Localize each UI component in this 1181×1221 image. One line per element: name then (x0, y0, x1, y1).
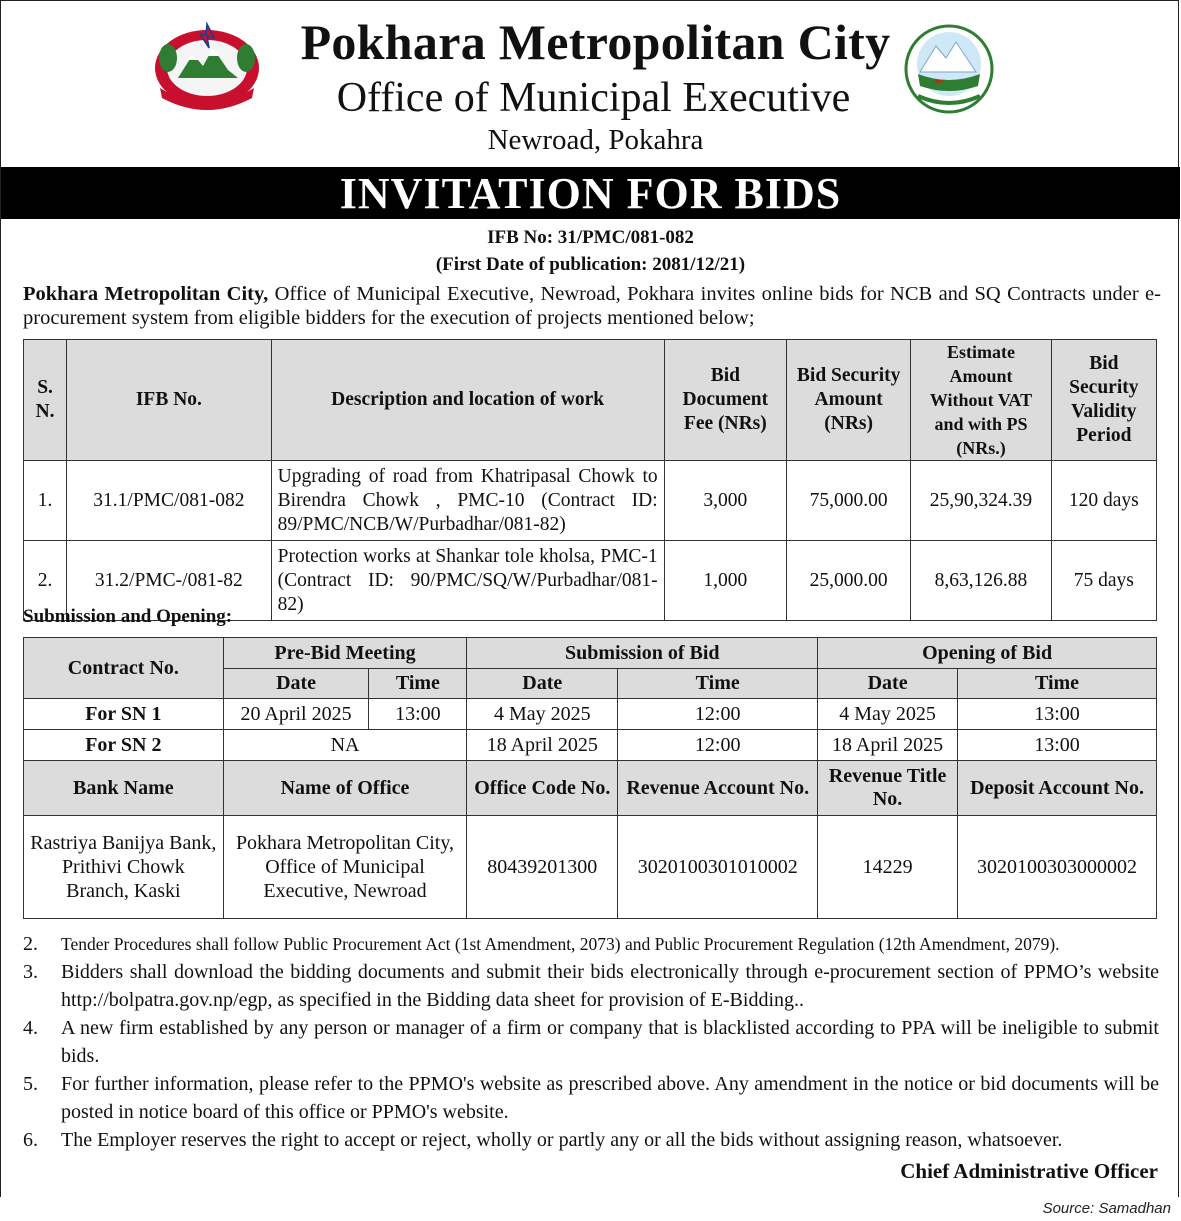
row-fee: 1,000 (664, 541, 786, 621)
note-number: 5. (23, 1073, 38, 1095)
time-header: Time (618, 669, 818, 699)
list-item (23, 930, 1159, 958)
schedule-table (23, 637, 1157, 919)
note-text: Bidders shall download the bidding documents and submit their bids electronically through e-procurement section of PPMO’s website http://bolpatra.gov.np/egp, as specified in the Bidding data sheet for provision of E-Bidding.. (61, 961, 1159, 1011)
sn1-label: For SN 1 (24, 699, 224, 730)
intro-text: Office of Municipal Executive, Newroad, Pokhara invites online bids for NCB and SQ Contracts under e-procurement system from eligible bidders for the execution of projects mentioned below; (23, 283, 1161, 329)
col-estimate: Estimate Amount Without VAT and with PS (NRs.) (911, 340, 1051, 461)
col-security: Bid Security Amount (NRs) (786, 340, 910, 461)
sn1-open-date: 4 May 2025 (818, 699, 958, 730)
row-ifb: 31.2/PMC-/081-82 (67, 541, 272, 621)
table-row (24, 461, 1157, 541)
col-sn: S. N. (24, 340, 67, 461)
list-item (23, 1014, 1159, 1070)
contract-no-header: Contract No. (24, 638, 224, 699)
invitation-banner: INVITATION FOR BIDS (1, 167, 1180, 219)
sn1-open-time: 13:00 (958, 699, 1157, 730)
note-text: A new firm established by any person or manager of a firm or company that is blacklisted according to PPA will be ineligible to submit bids. (61, 1017, 1159, 1067)
date-header: Date (223, 669, 369, 699)
office-code-header: Office Code No. (467, 761, 618, 816)
sn1-pre-date: 20 April 2025 (223, 699, 369, 730)
sn1-pre-time: 13:00 (369, 699, 467, 730)
city-title: Pokhara Metropolitan City (300, 14, 891, 70)
note-text: For further information, please refer to the PPMO's website as prescribed above. Any amendment in the notice or bid documents will be posted in notice board of this office or PPMO's website. (61, 1073, 1159, 1123)
submission-title: Submission and Opening: (23, 606, 233, 627)
row-sn: 2. (24, 541, 67, 621)
source-credit: Source: Samadhan (1042, 1200, 1171, 1217)
col-description: Description and location of work (271, 340, 664, 461)
note-number: 6. (23, 1129, 38, 1151)
revenue-account-header: Revenue Account No. (618, 761, 818, 816)
date-header: Date (467, 669, 618, 699)
list-item (23, 1070, 1159, 1126)
deposit-account-header: Deposit Account No. (958, 761, 1157, 816)
office-name-header: Name of Office (223, 761, 467, 816)
sn1-sub-date: 4 May 2025 (467, 699, 618, 730)
bank-header-row (24, 761, 1157, 816)
note-number: 4. (23, 1017, 38, 1039)
notice-header (0, 0, 1181, 165)
list-item (23, 1126, 1159, 1154)
ifb-number: IFB No: 31/PMC/081-082 (487, 227, 694, 248)
signature: Chief Administrative Officer (900, 1159, 1158, 1183)
sn2-pre: NA (223, 730, 467, 761)
note-number: 3. (23, 961, 38, 983)
revenue-account: 3020100301010002 (618, 816, 818, 919)
table-row (24, 816, 1157, 919)
date-header: Date (818, 669, 958, 699)
table-row (24, 730, 1157, 761)
bank-name: Rastriya Banijya Bank, Prithivi Chowk Branch, Kaski (24, 816, 224, 919)
row-estimate: 8,63,126.88 (911, 541, 1051, 621)
office-address: Newroad, Pokahra (487, 124, 704, 156)
row-description: Upgrading of road from Khatripasal Chowk to Birendra Chowk , PMC-10 (Contract ID: 89/PMC/NCB/W/Purbadhar/081-82) (271, 461, 664, 541)
office-name: Pokhara Metropolitan City, Office of Municipal Executive, Newroad (223, 816, 467, 919)
sn2-sub-date: 18 April 2025 (467, 730, 618, 761)
col-validity: Bid Security Validity Period (1051, 340, 1156, 461)
col-fee: Bid Document Fee (NRs) (664, 340, 786, 461)
table-row (24, 699, 1157, 730)
note-text: Tender Procedures shall follow Public Procurement Act (1st Amendment, 2073) and Public Procurement Regulation (12th Amendment, 2079). (61, 934, 1060, 954)
bank-name-header: Bank Name (24, 761, 224, 816)
intro-paragraph (23, 282, 1161, 330)
revenue-title: 14229 (818, 816, 958, 919)
row-validity: 120 days (1051, 461, 1156, 541)
office-title: Office of Municipal Executive (336, 75, 851, 121)
row-sn: 1. (24, 461, 67, 541)
sn2-open-date: 18 April 2025 (818, 730, 958, 761)
time-header: Time (958, 669, 1157, 699)
office-code: 80439201300 (467, 816, 618, 919)
bids-table (23, 339, 1157, 621)
row-security: 75,000.00 (786, 461, 910, 541)
row-description: Protection works at Shankar tole kholsa, PMC-1 (Contract ID: 90/PMC/SQ/W/Purbadhar/081-82) (271, 541, 664, 621)
sn2-open-time: 13:00 (958, 730, 1157, 761)
sn2-sub-time: 12:00 (618, 730, 818, 761)
pokhara-logo-icon (904, 24, 994, 114)
intro-lead: Pokhara Metropolitan City, (23, 283, 269, 305)
row-fee: 3,000 (664, 461, 786, 541)
note-text: The Employer reserves the right to accept or reject, wholly or partly any or all the bids without assigning reason, whatsoever. (61, 1129, 1063, 1151)
sn2-label: For SN 2 (24, 730, 224, 761)
sn1-sub-time: 12:00 (618, 699, 818, 730)
publication-date: (First Date of publication: 2081/12/21) (435, 254, 746, 275)
bids-table-header (24, 340, 1157, 461)
row-estimate: 25,90,324.39 (911, 461, 1051, 541)
notes-list (23, 930, 1159, 1154)
time-header: Time (369, 669, 467, 699)
pre-bid-header: Pre-Bid Meeting (223, 638, 467, 669)
row-ifb: 31.1/PMC/081-082 (67, 461, 272, 541)
note-number: 2. (23, 933, 38, 955)
revenue-title-header: Revenue Title No. (818, 761, 958, 816)
schedule-header-row (24, 638, 1157, 669)
list-item (23, 958, 1159, 1014)
col-ifb: IFB No. (67, 340, 272, 461)
row-security: 25,000.00 (786, 541, 910, 621)
opening-header: Opening of Bid (818, 638, 1157, 669)
deposit-account: 3020100303000002 (958, 816, 1157, 919)
row-validity: 75 days (1051, 541, 1156, 621)
submission-header: Submission of Bid (467, 638, 818, 669)
